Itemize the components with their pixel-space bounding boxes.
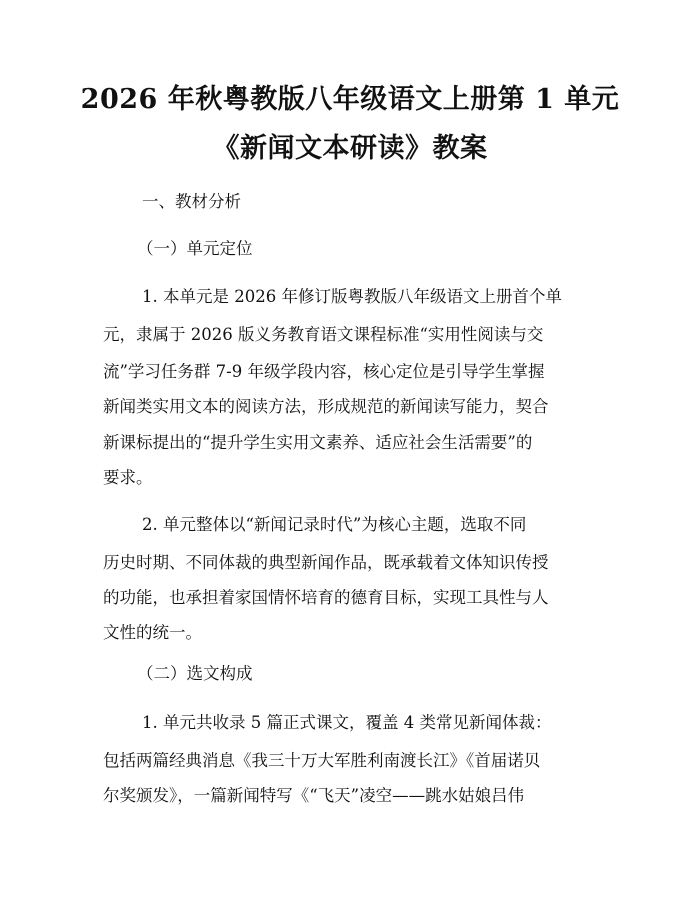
paragraph-3-line: 包括两篇经典消息《我三十万大军胜利南渡长江》《首届诺贝 <box>103 751 541 770</box>
paragraph-3-line: 1. 单元共收录 5 篇正式课文，覆盖 4 类常见新闻体裁： <box>142 713 552 732</box>
document-title-line-1: 2026 年秋粤教版八年级语文上册第 1 单元 <box>80 84 620 115</box>
paragraph-1-line: 元，隶属于 2026 版义务教育语文课程标准“实用性阅读与交 <box>103 325 544 344</box>
paragraph-2-line: 文性的统一。 <box>103 623 202 642</box>
paragraph-3-line: 尔奖颁发》，一篇新闻特写《“飞天”凌空——跳水姑娘吕伟 <box>103 786 525 805</box>
document-title-line-2: 《新闻文本研读》教案 <box>212 133 488 164</box>
paragraph-1-line: 要求。 <box>103 468 153 487</box>
paragraph-1-line: 流”学习任务群 7-9 年级学段内容，核心定位是引导学生掌握 <box>103 362 545 381</box>
paragraph-2-line: 历史时期、不同体裁的典型新闻作品，既承载着文体知识传授 <box>103 553 549 572</box>
subsection-heading-text-composition: （二）选文构成 <box>137 664 253 683</box>
subsection-heading-unit-positioning: （一）单元定位 <box>137 239 253 258</box>
paragraph-1-line: 1. 本单元是 2026 年修订版粤教版八年级语文上册首个单 <box>142 287 562 306</box>
paragraph-1-line: 新课标提出的“提升学生实用文素养、适应社会生活需要”的 <box>103 433 533 452</box>
paragraph-2-line: 2. 单元整体以“新闻记录时代”为核心主题，选取不同 <box>142 515 527 534</box>
section-heading-textbook-analysis: 一、教材分析 <box>142 192 241 211</box>
paragraph-2-line: 的功能，也承担着家国情怀培育的德育目标，实现工具性与人 <box>103 588 549 607</box>
paragraph-1-line: 新闻类实用文本的阅读方法，形成规范的新闻读写能力，契合 <box>103 397 549 416</box>
